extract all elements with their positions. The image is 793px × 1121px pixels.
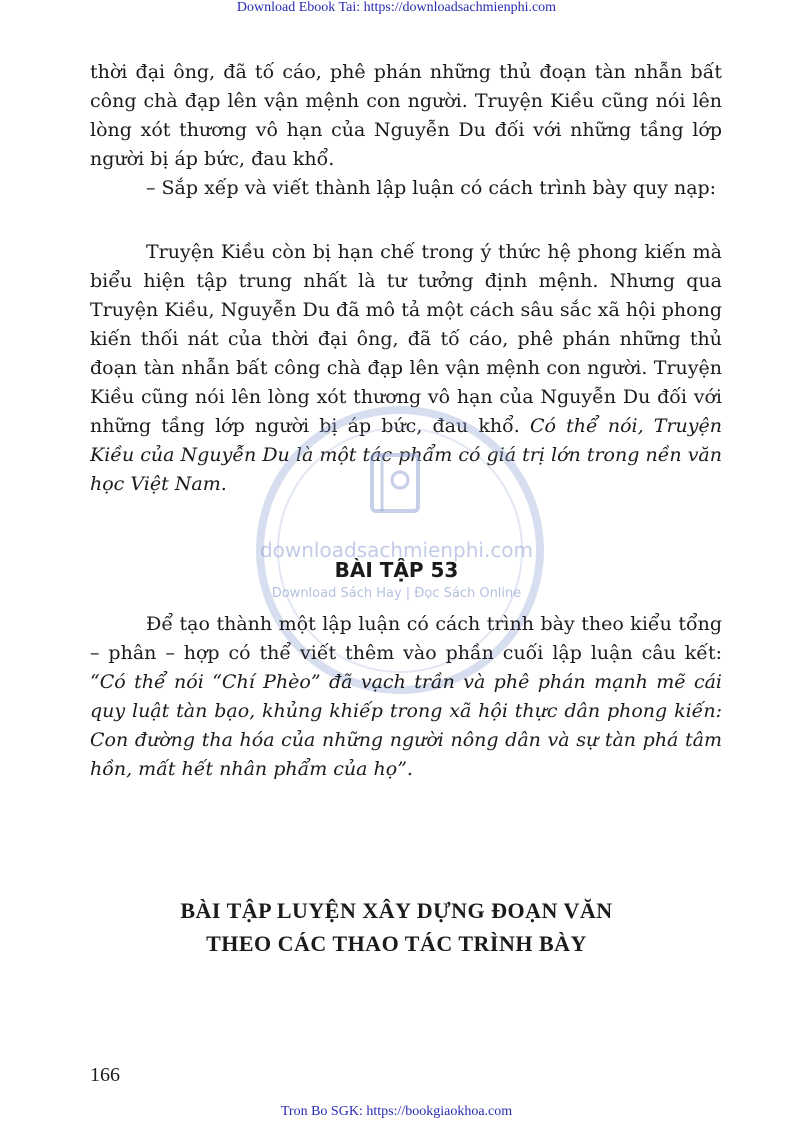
- watermark-site: downloadsachmienphi.com: [259, 538, 534, 562]
- paragraph-4-plain: Để tạo thành một lập luận có cách trình bày theo kiểu tổng – phân – hợp có thể viết thêm vào phần cuối lập luận câu kết:: [90, 613, 722, 664]
- paragraph-3-italic: Có thể nói, Truyện Kiều của Nguyễn Du là một tác phẩm có giá trị lớn trong nền văn học Việt Nam.: [90, 415, 723, 495]
- paragraph-4-italic: “Có thể nói “Chí Phèo” đã vạch trần và phê phán mạnh mẽ cái quy luật tàn bạo, khủng khiếp trong xã hội thực dân phong kiến: Con đường tha hóa của những người nông dân và sự tàn phá tâm hồn, mất hết nhân phẩm của họ”.: [90, 671, 722, 780]
- paragraph-4: [90, 610, 722, 784]
- paragraph-2-text: – Sắp xếp và viết thành lập luận có cách trình bày quy nạp:: [146, 177, 717, 199]
- paragraph-3-plain: Truyện Kiều còn bị hạn chế trong ý thức hệ phong kiến mà biểu hiện tập trung nhất là tư tưởng định mệnh. Nhưng qua Truyện Kiều, Nguyễn Du đã mô tả một cách sâu sắc xã hội phong kiến thối nát của thời đại ông, đã tố cáo, phê phán những thủ đoạn tàn nhẫn bất công chà đạp lên vận mệnh con người. Truyện Kiều cũng nói lên lòng xót thương vô hạn của Nguyễn Du đối với những tầng lớp người bị áp bức, đau khổ.: [90, 241, 722, 437]
- section-heading-line-1: BÀI TẬP LUYỆN XÂY DỰNG ĐOẠN VĂN: [180, 898, 613, 923]
- header-link[interactable]: Download Ebook Tai: https://downloadsachmienphi.com: [236, 0, 557, 15]
- paragraph-4-text: [90, 610, 722, 784]
- paragraph-3: [90, 238, 722, 499]
- page-number: 166: [90, 1064, 120, 1086]
- section-heading: [0, 894, 793, 960]
- footer-link[interactable]: Tron Bo SGK: https://bookgiaokhoa.com: [280, 1104, 513, 1119]
- paragraph-1-text: thời đại ông, đã tố cáo, phê phán những thủ đoạn tàn nhẫn bất công chà đạp lên vận mệnh con người. Truyện Kiều cũng nói lên lòng xót thương vô hạn của Nguyễn Du đối với những tầng lớp người bị áp bức, đau khổ.: [90, 61, 722, 170]
- watermark-tagline: Download Sách Hay | Đọc Sách Online: [271, 586, 522, 601]
- paragraph-3-text: [90, 238, 722, 499]
- section-heading-line-2: THEO CÁC THAO TÁC TRÌNH BÀY: [206, 931, 587, 956]
- paragraph-2: [90, 174, 722, 203]
- exercise-title: BÀI TẬP 53: [334, 558, 459, 582]
- paragraph-1: [90, 58, 722, 174]
